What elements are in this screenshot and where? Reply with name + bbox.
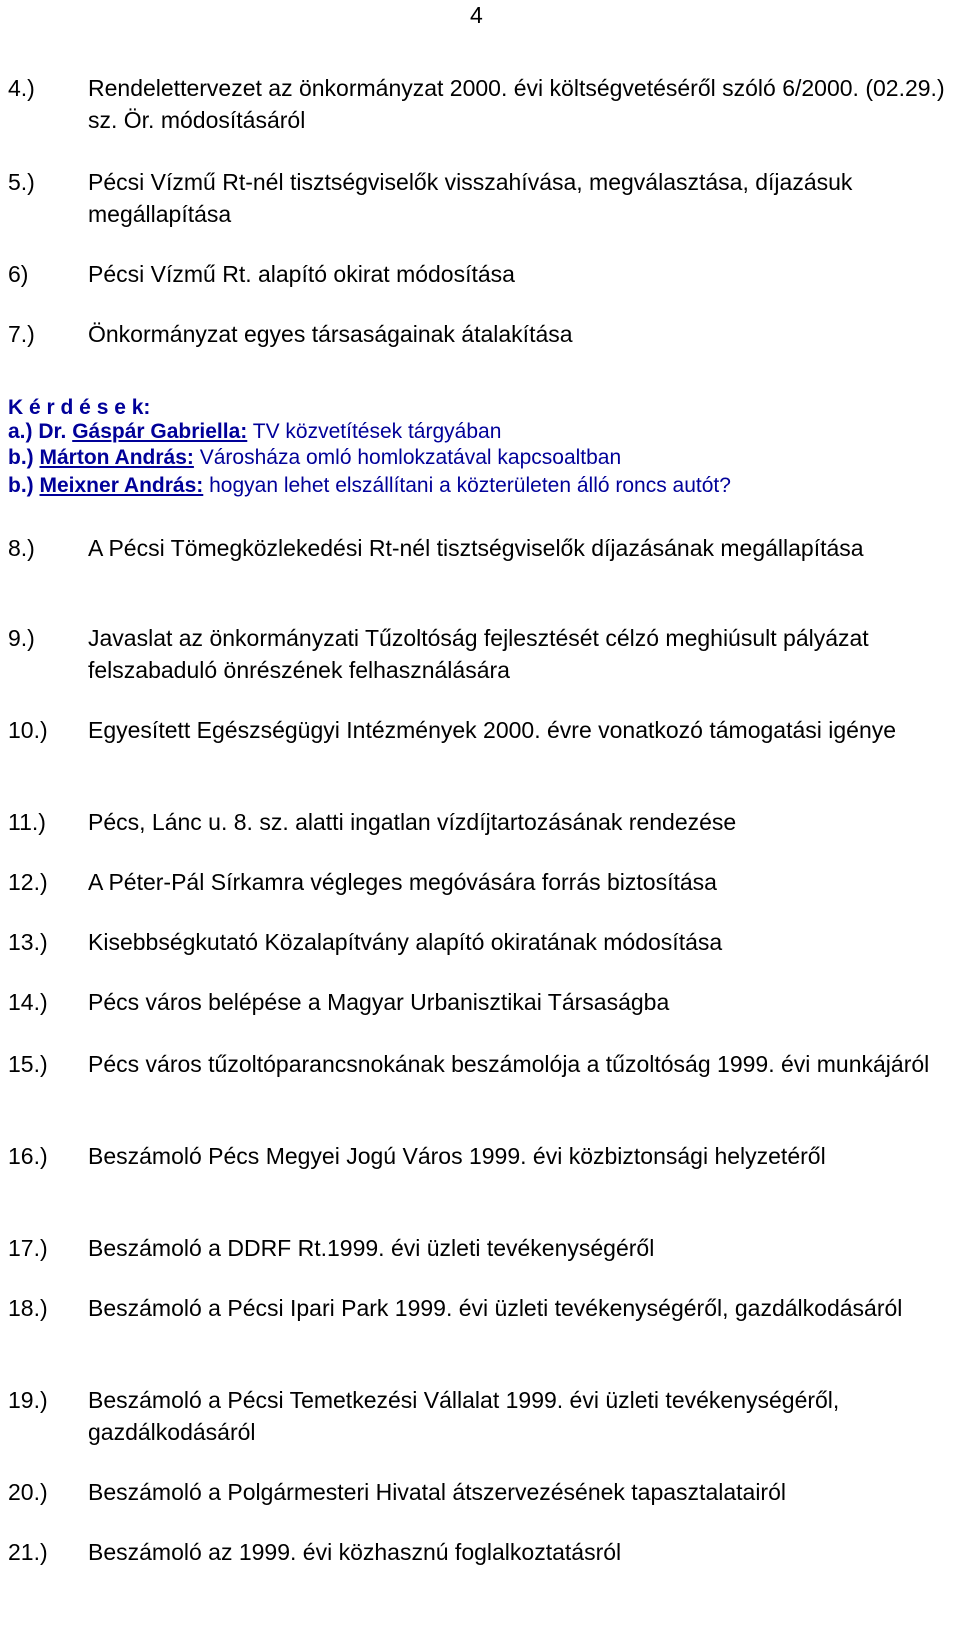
item-number: 14.): [8, 989, 48, 1015]
questions-heading: K é r d é s e k:: [8, 396, 151, 419]
agenda-item-16: [8, 1140, 953, 1172]
agenda-item-14: [8, 986, 953, 1018]
item-number: 8.): [8, 535, 35, 561]
item-text: Beszámoló a Polgármesteri Hivatal átszervezésének tapasztalatairól: [88, 1479, 786, 1505]
item-text: Pécs, Lánc u. 8. sz. alatti ingatlan vízdíjtartozásának rendezése: [88, 809, 737, 835]
agenda-item-10: [8, 714, 953, 746]
item-text: Önkormányzat egyes társaságainak átalakítása: [88, 321, 573, 347]
item-text: Pécsi Vízmű Rt. alapító okirat módosítása: [88, 261, 515, 287]
question-row-a: [8, 420, 501, 444]
item-number: 4.): [8, 75, 35, 101]
item-number: 12.): [8, 869, 48, 895]
agenda-item-4: [8, 72, 953, 136]
question-prefix: b.): [8, 446, 34, 469]
item-number: 9.): [8, 625, 35, 651]
question-title: hogyan lehet elszállítani a közterületen álló roncs autót?: [209, 474, 731, 497]
agenda-item-12: [8, 866, 953, 898]
item-text: Rendelettervezet az önkormányzat 2000. évi költségvetéséről szóló 6/2000. (02.29.) sz. Ör. módosításáról: [88, 75, 945, 133]
agenda-item-18: [8, 1292, 953, 1324]
item-number: 19.): [8, 1387, 48, 1413]
item-text: Beszámoló az 1999. évi közhasznú foglalkoztatásról: [88, 1539, 622, 1565]
item-text: A Pécsi Tömegközlekedési Rt-nél tisztségviselők díjazásának megállapítása: [88, 535, 864, 561]
item-number: 5.): [8, 169, 35, 195]
agenda-item-15: [8, 1048, 953, 1080]
item-text: A Péter-Pál Sírkamra végleges megóvására forrás biztosítása: [88, 869, 717, 895]
agenda-item-9: [8, 622, 953, 686]
agenda-item-20: [8, 1476, 953, 1508]
item-number: 21.): [8, 1539, 48, 1565]
item-text: Beszámoló a Pécsi Ipari Park 1999. évi üzleti tevékenységéről, gazdálkodásáról: [88, 1295, 903, 1321]
item-number: 18.): [8, 1295, 48, 1321]
question-prefix: b.): [8, 474, 34, 497]
question-title: TV közvetítések tárgyában: [252, 420, 502, 443]
question-title: Városháza omló homlokzatával kapcsoaltban: [199, 446, 622, 469]
question-author: Márton András:: [39, 446, 194, 469]
agenda-item-6: [8, 258, 953, 290]
agenda-item-21: [8, 1536, 953, 1568]
item-number: 11.): [8, 809, 46, 835]
item-text: Egyesített Egészségügyi Intézmények 2000. évre vonatkozó támogatási igénye: [88, 717, 897, 743]
item-text: Pécs város tűzoltóparancsnokának beszámolója a tűzoltóság 1999. évi munkájáról: [88, 1051, 930, 1077]
agenda-item-11: [8, 806, 953, 838]
agenda-item-13: [8, 926, 953, 958]
item-number: 15.): [8, 1051, 48, 1077]
item-number: 16.): [8, 1143, 48, 1169]
question-row-b1: [8, 446, 621, 470]
agenda-item-19: [8, 1384, 953, 1448]
question-prefix: a.) Dr.: [8, 420, 67, 443]
item-text: Pécsi Vízmű Rt-nél tisztségviselők visszahívása, megválasztása, díjazásuk megállapítása: [88, 169, 853, 227]
item-number: 10.): [8, 717, 48, 743]
agenda-item-8: [8, 532, 953, 564]
item-text: Pécs város belépése a Magyar Urbanisztikai Társaságba: [88, 989, 670, 1015]
item-number: 20.): [8, 1479, 48, 1505]
question-author: Gáspár Gabriella:: [72, 420, 248, 443]
item-text: Beszámoló a Pécsi Temetkezési Vállalat 1999. évi üzleti tevékenységéről, gazdálkodásáról: [88, 1387, 840, 1445]
agenda-item-7: [8, 318, 953, 350]
item-text: Javaslat az önkormányzati Tűzoltóság fejlesztését célzó meghiúsult pályázat felszabaduló önrészének felhasználására: [88, 625, 869, 683]
item-number: 17.): [8, 1235, 48, 1261]
item-number: 13.): [8, 929, 48, 955]
page-number: 4: [470, 2, 483, 28]
item-number: 6): [8, 261, 29, 287]
question-row-b2: [8, 474, 731, 498]
item-text: Beszámoló Pécs Megyei Jogú Város 1999. évi közbiztonsági helyzetéről: [88, 1143, 826, 1169]
item-number: 7.): [8, 321, 35, 347]
question-author: Meixner András:: [39, 474, 204, 497]
agenda-item-17: [8, 1232, 953, 1264]
agenda-item-5: [8, 166, 953, 230]
item-text: Kisebbségkutató Közalapítvány alapító okiratának módosítása: [88, 929, 723, 955]
item-text: Beszámoló a DDRF Rt.1999. évi üzleti tevékenységéről: [88, 1235, 655, 1261]
